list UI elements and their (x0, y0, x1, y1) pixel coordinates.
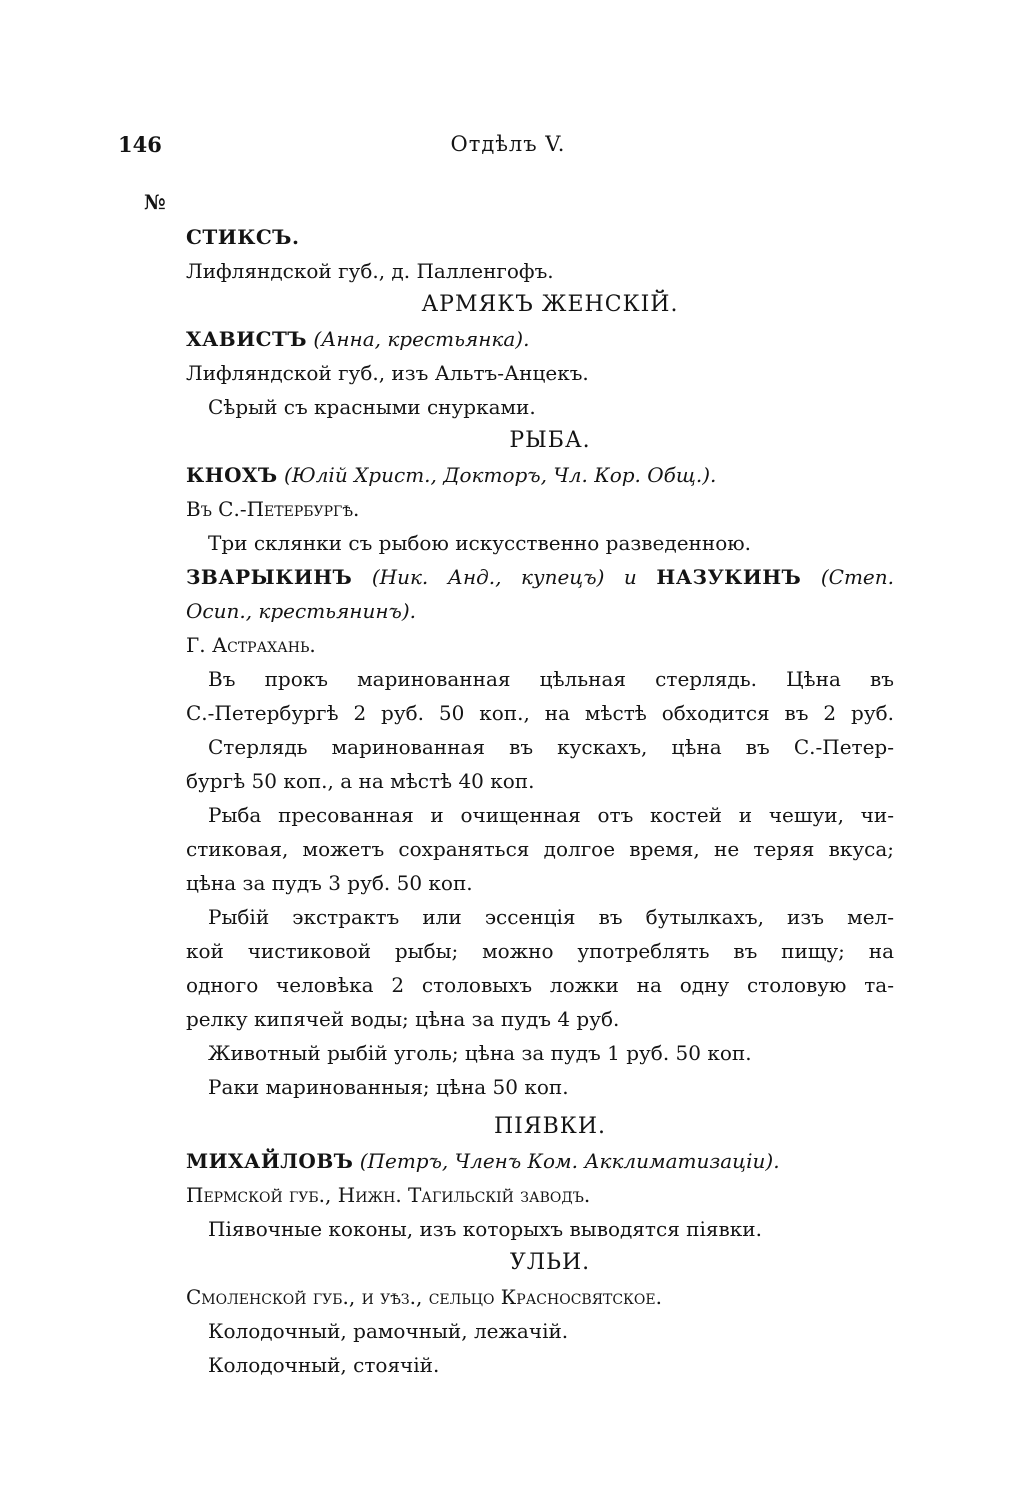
page-body (186, 220, 894, 1382)
exhibitor-role: (Степ. (820, 565, 894, 589)
item-description: Раки маринованныя; цѣна 50 коп. (208, 1075, 569, 1099)
location-line: Лифляндской губ., д. Палленгофъ. (186, 259, 554, 283)
exhibitor-name: ХАВИСТЪ (186, 327, 308, 351)
item-description: Сѣрый съ красными снурками. (208, 395, 536, 419)
item-description: Піявочные коконы, изъ которыхъ выводятся піявки. (208, 1217, 762, 1241)
exhibitor-name: КНОХЪ (186, 463, 278, 487)
item-description: Колодочный, рамочный, лежачій. (208, 1319, 569, 1343)
section-heading: УЛЬИ. (509, 1250, 591, 1275)
item-description: Рыба пресованная и очищенная отъ костей и чешуи, чи- (208, 803, 894, 827)
item-description: Три склянки съ рыбою искусственно разведенною. (208, 531, 751, 555)
item-description: релку кипячей воды; цѣна за пудъ 4 руб. (186, 1007, 620, 1031)
number-sign: № (144, 190, 166, 214)
item-description: стиковая, можетъ сохраняться долгое время, не теряя вкуса; (186, 837, 894, 861)
exhibitor-name: ЗВАРЫКИНЪ (186, 565, 353, 589)
item-description: Колодочный, стоячій. (208, 1353, 440, 1377)
exhibitor-role: (Ник. Анд., купецъ) (371, 565, 605, 589)
location-line: Пермской губ., Нижн. Тагильскій заводъ. (186, 1183, 591, 1207)
exhibitor-role: (Анна, крестьянка). (313, 327, 530, 351)
section-heading: АРМЯКЪ ЖЕНСКІЙ. (421, 292, 679, 317)
item-description: одного человѣка 2 столовыхъ ложки на одну столовую та- (186, 973, 894, 997)
running-title: Отдѣлъ V. (450, 132, 566, 156)
location-line: Г. Астрахань. (186, 633, 316, 657)
item-description: Стерлядь маринованная въ кускахъ, цѣна въ С.-Петер- (208, 735, 894, 759)
exhibitor-name: НАЗУКИНЪ (656, 565, 802, 589)
exhibitor-line (186, 1144, 894, 1178)
location-line: Въ С.-Петербургѣ. (186, 497, 360, 521)
item-description: кой чистиковой рыбы; можно употреблять въ пищу; на (186, 939, 894, 963)
running-header (118, 132, 898, 162)
section-heading: РЫБА. (509, 428, 591, 453)
exhibitor-role: (Юлій Христ., Докторъ, Чл. Кор. Общ.). (284, 463, 717, 487)
exhibitor-name: МИХАЙЛОВЪ (186, 1149, 354, 1173)
item-description: цѣна за пудъ 3 руб. 50 коп. (186, 871, 473, 895)
location-line: Лифляндской губ., изъ Альтъ-Анцекъ. (186, 361, 589, 385)
item-description: С.-Петербургѣ 2 руб. 50 коп., на мѣстѣ обходится въ 2 руб. (186, 701, 894, 725)
page-number: 146 (118, 132, 162, 157)
section-heading: ПІЯВКИ. (493, 1114, 606, 1139)
exhibitor-line (186, 560, 894, 594)
exhibitor-name-line (186, 220, 894, 254)
exhibitor-role: (Петръ, Членъ Ком. Акклиматизаціи). (359, 1149, 780, 1173)
exhibitor-name: СТИКСЪ. (186, 225, 300, 249)
exhibitor-line (186, 322, 894, 356)
exhibitor-line (186, 458, 894, 492)
location-line: Смоленской губ., и уѣз., сельцо Красносвятское. (186, 1285, 662, 1309)
item-description: Рыбій экстрактъ или эссенція въ бутылкахъ, изъ мел- (208, 905, 894, 929)
item-description: Въ прокъ маринованная цѣльная стерлядь. Цѣна въ (208, 667, 894, 691)
item-description: бургѣ 50 коп., а на мѣстѣ 40 коп. (186, 769, 535, 793)
conjunction: и (623, 565, 637, 589)
exhibitor-role-cont: Осип., крестьянинъ). (186, 599, 417, 623)
item-description: Животный рыбій уголь; цѣна за пудъ 1 руб. 50 коп. (208, 1041, 752, 1065)
